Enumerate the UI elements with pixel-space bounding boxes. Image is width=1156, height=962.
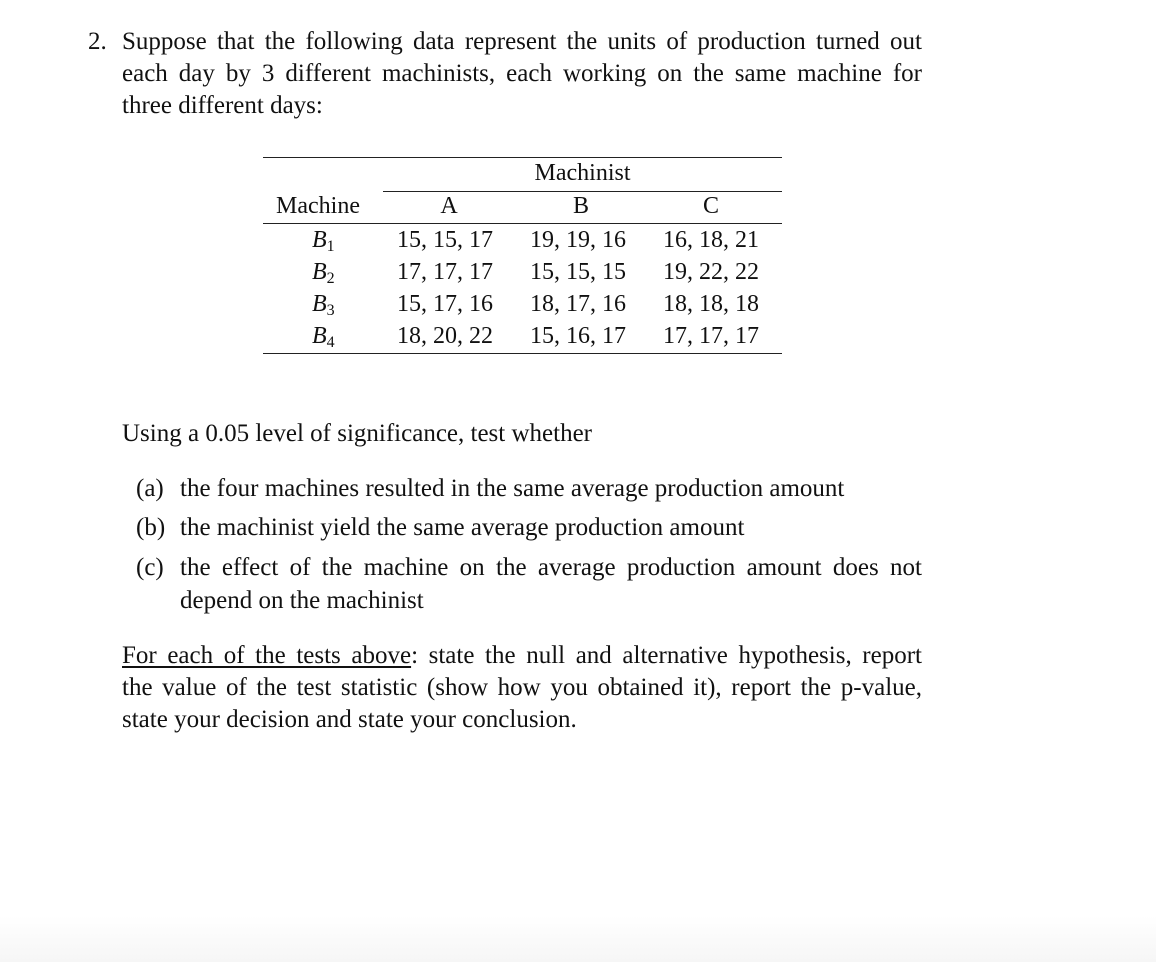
question-part-b (136, 511, 922, 544)
question-intro: Using a 0.05 level of significance, test whether (122, 420, 592, 447)
instructions-line: the value of the test statistic (show how you obtained it), report the p-value, (122, 674, 922, 701)
row-label (312, 226, 335, 254)
part-text: depend on the machinist (180, 587, 424, 614)
table-bottom-rule (263, 353, 782, 354)
row-label (312, 258, 335, 286)
column-header-c: C (702, 193, 719, 219)
table-cell: 17, 17, 17 (663, 323, 759, 349)
row-label-letter: B (312, 323, 327, 349)
table-cell: 19, 19, 16 (530, 227, 626, 253)
instructions-paragraph (122, 640, 922, 736)
header-rule (263, 223, 782, 224)
instructions-emphasis: For each of the tests above (122, 642, 412, 669)
table-cell: 18, 20, 22 (397, 323, 493, 349)
page-bottom-shade (0, 916, 1156, 962)
row-label-subscript: 3 (326, 302, 335, 319)
problem-line: each day by 3 different machinists, each working on the same machine for (122, 60, 922, 87)
part-label: (b) (136, 514, 166, 541)
part-label: (a) (136, 475, 164, 502)
table-cell: 15, 16, 17 (530, 323, 626, 349)
part-text: the four machines resulted in the same average production amount (180, 475, 845, 502)
question-part-c (136, 551, 922, 617)
problem-statement (122, 26, 922, 122)
table-cell: 15, 17, 16 (397, 291, 493, 317)
table-cell: 15, 15, 17 (397, 227, 493, 253)
row-label (312, 290, 335, 318)
row-label-subscript: 2 (326, 270, 335, 287)
part-label: (c) (136, 554, 164, 581)
row-label-letter: B (312, 227, 327, 253)
problem-line: three different days: (122, 92, 323, 119)
table-cell: 18, 18, 18 (663, 291, 759, 317)
problem-line: Suppose that the following data represent the units of production turned out (122, 28, 922, 55)
row-label-subscript: 1 (326, 238, 335, 255)
instructions-line: state your decision and state your conclusion. (122, 706, 577, 733)
row-header-machine: Machine (276, 193, 360, 219)
table-top-rule (263, 157, 782, 158)
table-cell: 17, 17, 17 (397, 259, 493, 285)
table-cell: 15, 15, 15 (530, 259, 626, 285)
row-label-letter: B (312, 291, 327, 317)
row-label-letter: B (312, 259, 327, 285)
table-cell: 19, 22, 22 (663, 259, 759, 285)
column-header-b: B (572, 193, 589, 219)
table-cell: 18, 17, 16 (530, 291, 626, 317)
problem-number: 2. (88, 28, 107, 55)
table-cell: 16, 18, 21 (663, 227, 759, 253)
row-label-subscript: 4 (326, 334, 335, 351)
instructions-line (122, 640, 922, 672)
part-text: the effect of the machine on the average production amount does not (180, 554, 922, 581)
row-label (312, 322, 335, 350)
part-text: the machinist yield the same average production amount (180, 514, 745, 541)
question-part-a (136, 472, 922, 505)
column-header-a: A (440, 193, 458, 219)
group-header-machinist: Machinist (534, 160, 631, 186)
instructions-text: : state the null and alternative hypothesis, report (411, 642, 923, 669)
production-data-table (263, 157, 782, 353)
